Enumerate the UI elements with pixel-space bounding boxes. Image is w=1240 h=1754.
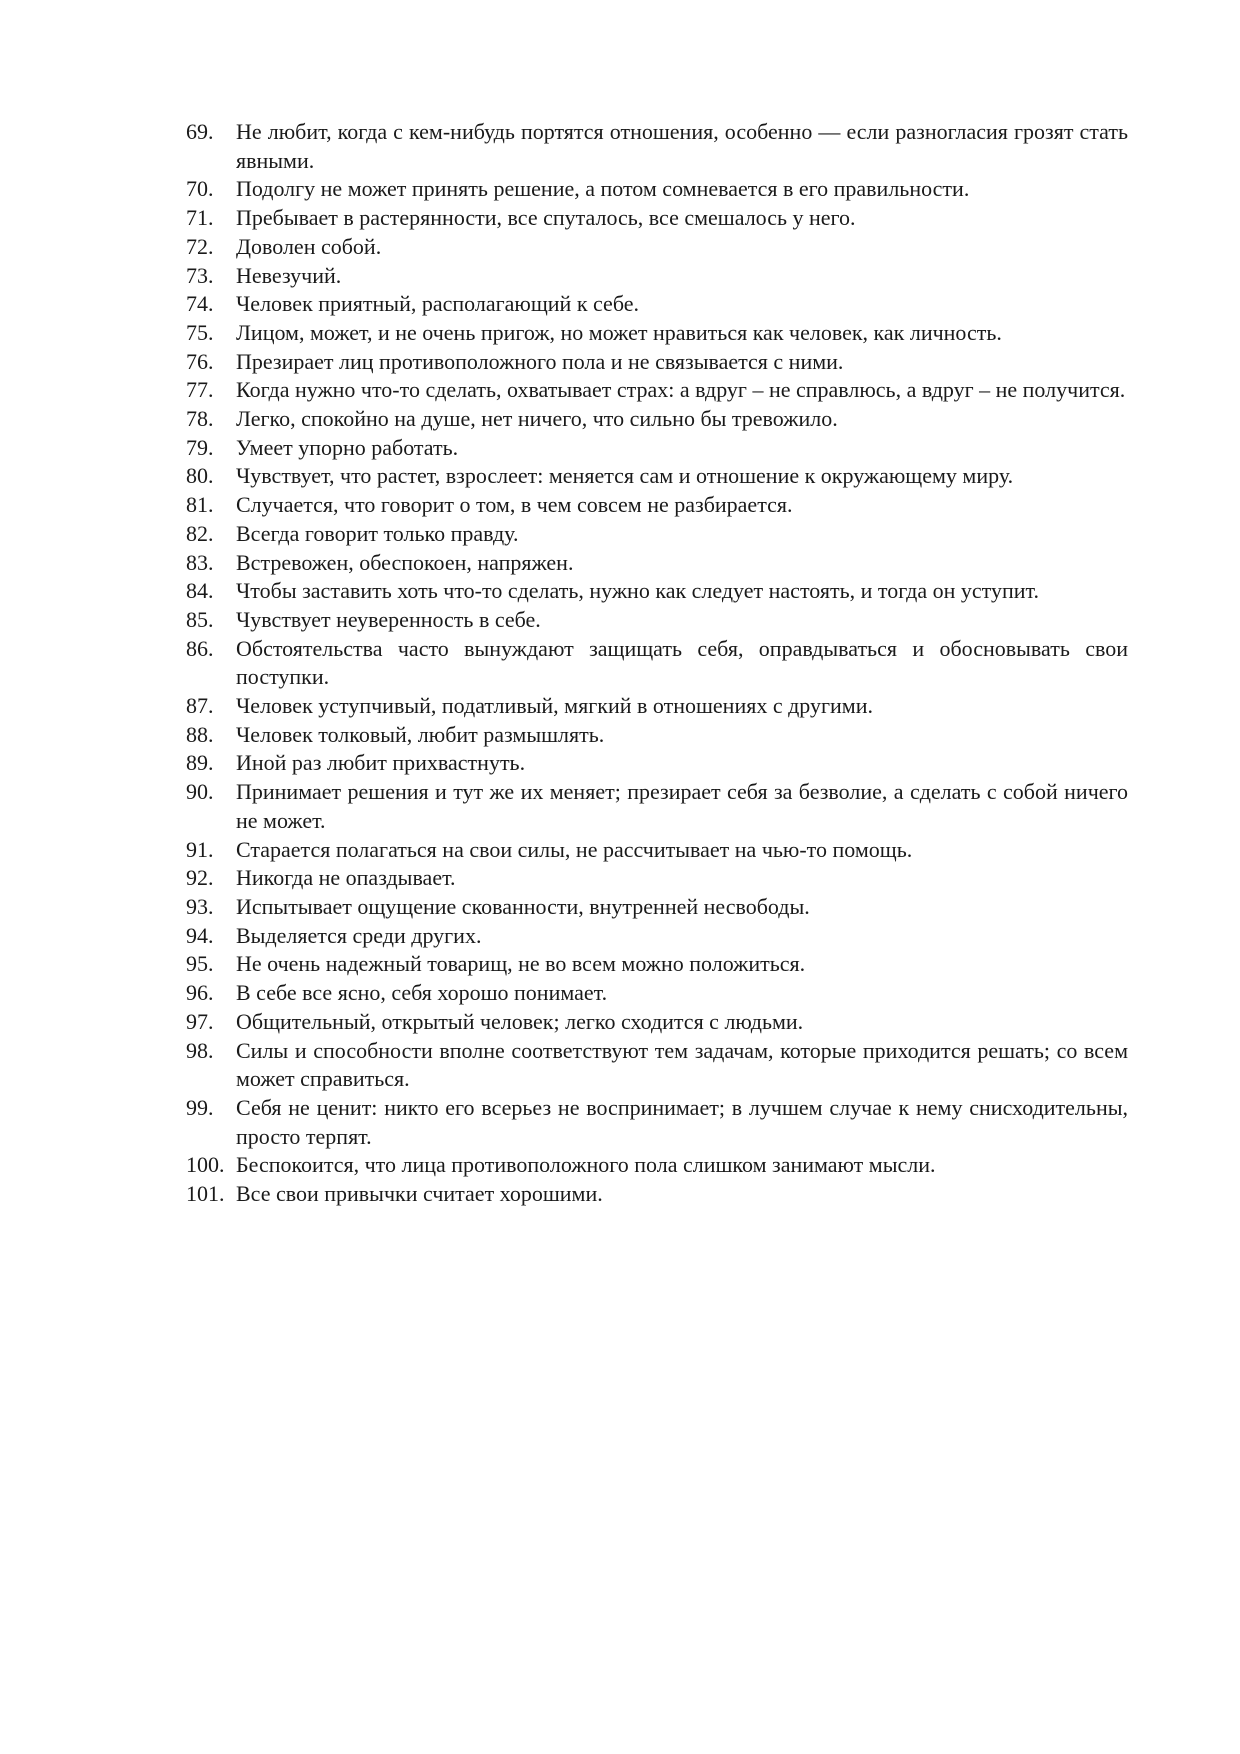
list-item — [186, 864, 1128, 893]
list-item — [186, 233, 1128, 262]
item-number: 101. — [186, 1181, 225, 1207]
item-text: Силы и способности вполне соответствуют тем задачам, которые приходится решать; со всем может справиться. — [236, 1037, 1128, 1092]
list-item — [186, 577, 1128, 606]
item-text: Не любит, когда с кем-нибудь портятся отношения, особенно — если разногласия грозят стать явными. — [236, 119, 1128, 173]
list-item — [186, 635, 1128, 692]
item-number: 98. — [186, 1037, 214, 1063]
item-text: Встревожен, обеспокоен, напряжен. — [236, 549, 574, 575]
item-number: 87. — [186, 693, 214, 719]
item-text: Выделяется среди других. — [236, 922, 482, 948]
list-item — [186, 836, 1128, 865]
item-number: 86. — [186, 635, 214, 661]
item-text: Случается, что говорит о том, в чем совсем не разбирается. — [236, 492, 793, 518]
item-text: Не очень надежный товарищ, не во всем можно положиться. — [236, 951, 806, 977]
item-text: Принимает решения и тут же их меняет; презирает себя за безволие, а сделать с собой ничего не может. — [236, 779, 1128, 833]
item-text: Человек приятный, располагающий к себе. — [236, 291, 639, 317]
item-number: 73. — [186, 262, 214, 288]
item-text: Чувствует, что растет, взрослеет: меняется сам и отношение к окружающему миру. — [236, 463, 1014, 489]
item-number: 91. — [186, 836, 214, 862]
list-item — [186, 606, 1128, 635]
item-number: 78. — [186, 406, 214, 432]
item-text: Себя не ценит: никто его всерьез не воспринимает; в лучшем случае к нему снисходительны, просто терпят. — [236, 1094, 1128, 1149]
list-item — [186, 204, 1128, 233]
item-number: 82. — [186, 520, 214, 546]
item-number: 77. — [186, 377, 214, 403]
item-text: Лицом, может, и не очень пригож, но может нравиться как человек, как личность. — [236, 319, 1002, 345]
list-item — [186, 175, 1128, 204]
list-item — [186, 376, 1128, 405]
item-text: Беспокоится, что лица противоположного пола слишком занимают мысли. — [236, 1152, 936, 1178]
list-item — [186, 1037, 1128, 1094]
item-text: Чувствует неуверенность в себе. — [236, 606, 541, 632]
list-item — [186, 348, 1128, 377]
item-number: 88. — [186, 721, 214, 747]
item-number: 75. — [186, 319, 214, 345]
item-number: 93. — [186, 893, 214, 919]
list-item — [186, 749, 1128, 778]
item-number: 85. — [186, 606, 214, 632]
list-item — [186, 462, 1128, 491]
item-number: 92. — [186, 865, 214, 891]
list-item — [186, 1008, 1128, 1037]
item-text: В себе все ясно, себя хорошо понимает. — [236, 980, 608, 1006]
item-text: Легко, спокойно на душе, нет ничего, что сильно бы тревожило. — [236, 406, 838, 432]
item-number: 69. — [186, 119, 214, 144]
statement-list — [186, 118, 1128, 1209]
item-text: Доволен собой. — [236, 233, 382, 259]
item-number: 70. — [186, 176, 214, 202]
list-item — [186, 922, 1128, 951]
item-number: 99. — [186, 1094, 214, 1120]
item-text: Никогда не опаздывает. — [236, 865, 456, 891]
item-text: Человек толковый, любит размышлять. — [236, 721, 605, 747]
item-number: 95. — [186, 951, 214, 977]
item-text: Когда нужно что-то сделать, охватывает страх: а вдруг – не справлюсь, а вдруг – не получится. — [236, 377, 1126, 403]
item-number: 74. — [186, 291, 214, 317]
item-number: 96. — [186, 980, 214, 1006]
list-item — [186, 1151, 1128, 1180]
item-text: Всегда говорит только правду. — [236, 520, 519, 546]
list-item — [186, 491, 1128, 520]
item-text: Невезучий. — [236, 262, 342, 288]
item-text: Чтобы заставить хоть что-то сделать, нужно как следует настоять, и тогда он уступит. — [236, 578, 1039, 604]
item-text: Подолгу не может принять решение, а потом сомневается в его правильности. — [236, 176, 970, 202]
list-item — [186, 405, 1128, 434]
list-item — [186, 1180, 1128, 1209]
item-text: Испытывает ощущение скованности, внутренней несвободы. — [236, 893, 810, 919]
item-number: 84. — [186, 578, 214, 604]
item-text: Презирает лиц противоположного пола и не связывается с ними. — [236, 348, 844, 374]
list-item — [186, 319, 1128, 348]
item-number: 79. — [186, 434, 214, 460]
item-number: 72. — [186, 233, 214, 259]
item-number: 76. — [186, 348, 214, 374]
list-item — [186, 290, 1128, 319]
item-text: Обстоятельства часто вынуждают защищать себя, оправдываться и обосновывать свои поступки. — [236, 635, 1128, 690]
item-number: 83. — [186, 549, 214, 575]
item-number: 71. — [186, 205, 214, 231]
list-item — [186, 118, 1128, 175]
list-item — [186, 778, 1128, 835]
item-number: 81. — [186, 492, 214, 518]
item-number: 100. — [186, 1152, 225, 1178]
item-number: 80. — [186, 463, 214, 489]
list-item — [186, 549, 1128, 578]
list-item — [186, 979, 1128, 1008]
list-item — [186, 434, 1128, 463]
item-number: 90. — [186, 779, 214, 805]
item-text: Человек уступчивый, податливый, мягкий в отношениях с другими. — [236, 693, 874, 719]
item-text: Старается полагаться на свои силы, не рассчитывает на чью-то помощь. — [236, 836, 913, 862]
list-item — [186, 721, 1128, 750]
item-text: Общительный, открытый человек; легко сходится с людьми. — [236, 1008, 804, 1034]
item-number: 94. — [186, 922, 214, 948]
item-text: Иной раз любит прихвастнуть. — [236, 750, 526, 776]
item-number: 97. — [186, 1008, 214, 1034]
list-item — [186, 520, 1128, 549]
item-number: 89. — [186, 750, 214, 776]
list-item — [186, 1094, 1128, 1151]
item-text: Умеет упорно работать. — [236, 434, 459, 460]
list-item — [186, 262, 1128, 291]
list-item — [186, 893, 1128, 922]
list-item — [186, 692, 1128, 721]
item-text: Все свои привычки считает хорошими. — [236, 1181, 603, 1207]
list-item — [186, 950, 1128, 979]
item-text: Пребывает в растерянности, все спуталось, все смешалось у него. — [236, 205, 856, 231]
